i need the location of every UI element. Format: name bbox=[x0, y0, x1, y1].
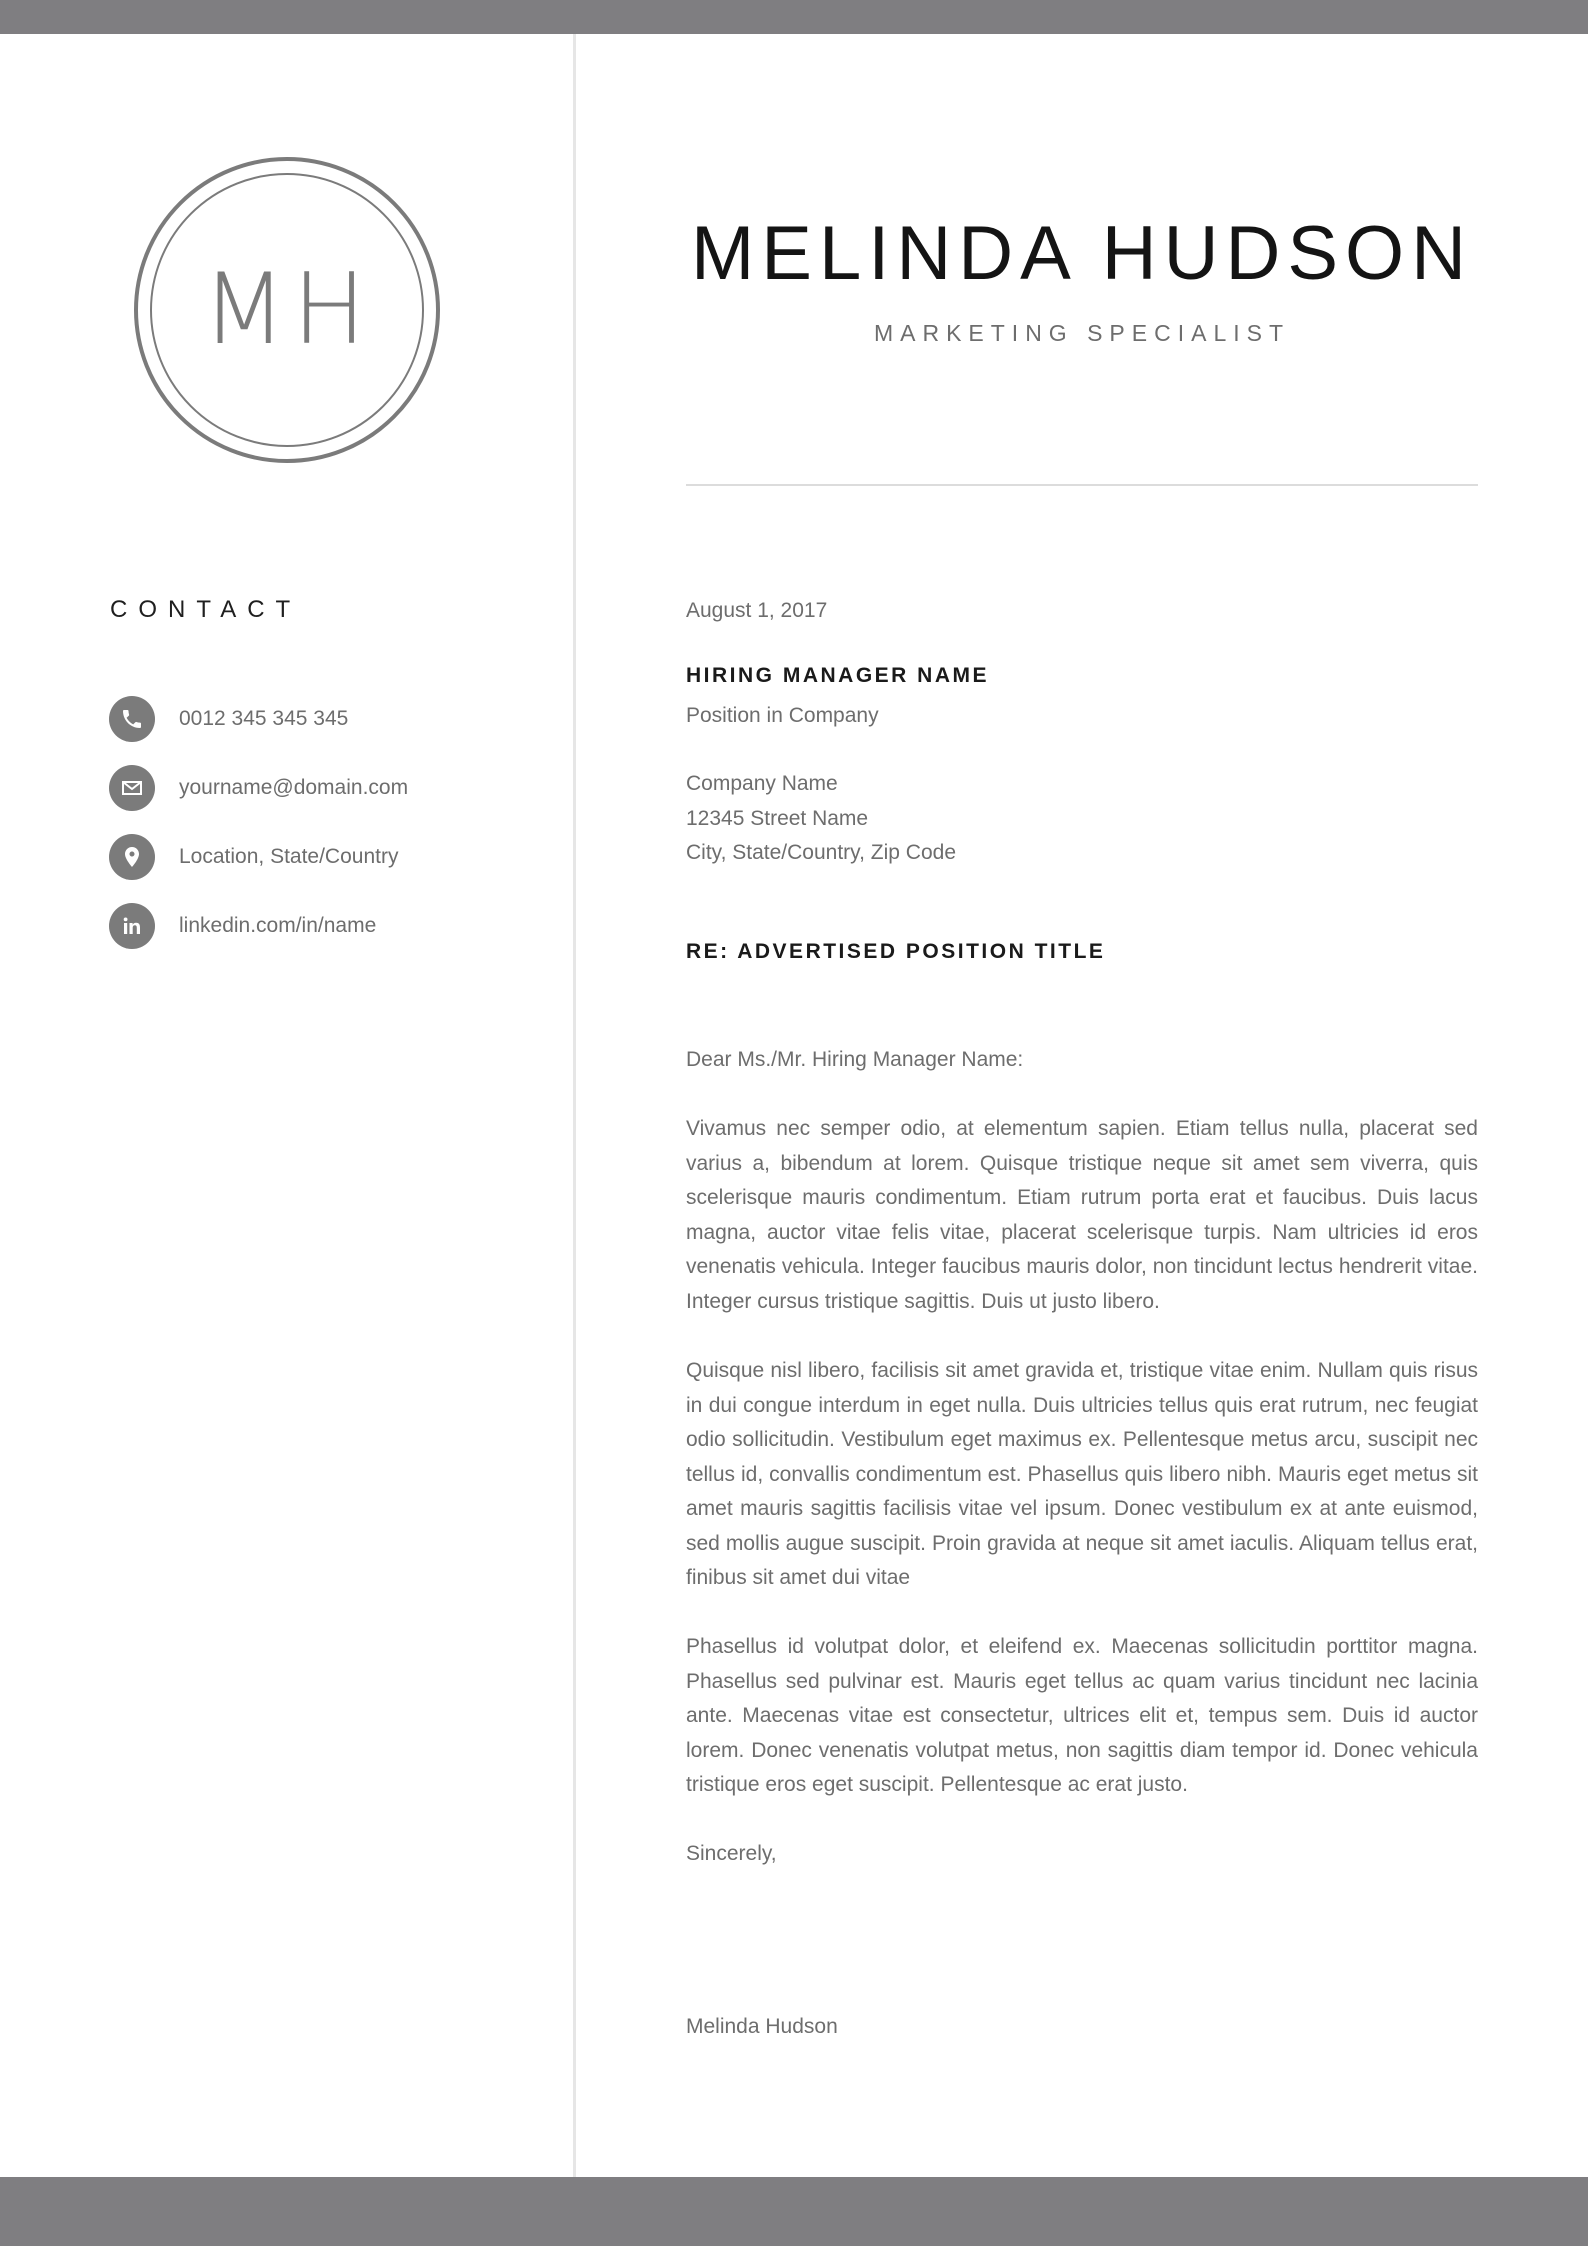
top-band bbox=[0, 0, 1588, 34]
contact-linkedin[interactable] bbox=[109, 903, 549, 949]
contact-email[interactable] bbox=[109, 765, 549, 811]
closing: Sincerely, bbox=[686, 1842, 777, 1865]
contact-list bbox=[109, 696, 549, 972]
recipient-name: HIRING MANAGER NAME bbox=[686, 664, 989, 687]
applicant-name: MELINDA HUDSON bbox=[690, 211, 1474, 296]
contact-location bbox=[109, 834, 549, 880]
recipient-position: Position in Company bbox=[686, 704, 879, 727]
applicant-role: MARKETING SPECIALIST bbox=[873, 320, 1291, 346]
re-line: RE: ADVERTISED POSITION TITLE bbox=[686, 940, 1106, 963]
linkedin-icon bbox=[109, 903, 155, 949]
company-name: Company Name bbox=[686, 772, 838, 795]
contact-phone-label: 0012 345 345 345 bbox=[179, 707, 349, 730]
company-city: City, State/Country, Zip Code bbox=[686, 841, 956, 864]
salutation: Dear Ms./Mr. Hiring Manager Name: bbox=[686, 1048, 1024, 1071]
header-divider bbox=[686, 484, 1478, 486]
company-street: 12345 Street Name bbox=[686, 806, 869, 830]
signature-name: Melinda Hudson bbox=[686, 2015, 838, 2038]
column-divider bbox=[573, 34, 576, 2177]
email-icon bbox=[109, 765, 155, 811]
company-address bbox=[686, 767, 1478, 871]
monogram-logo bbox=[134, 157, 440, 463]
body-paragraph-1: Vivamus nec semper odio, at elementum sapien. Etiam tellus nulla, placerat sed varius a, bibendum at lorem. Quisque tristique neque sit amet sem viverra, quis scelerisque mauris condimentum. Etiam rutrum porta erat et faucibus. Duis lacus magna, auctor vitae felis vitae, placerat scelerisque turpis. Nam ultricies id eros venenatis vehicula. Integer faucibus mauris dolor, non tincidunt lectus hendrerit vitae. Integer cursus tristique sagittis. Duis ut justo libero. bbox=[686, 1117, 1478, 1313]
body-paragraph-2: Quisque nisl libero, facilisis sit amet gravida et, tristique vitae enim. Nullam quis risus in dui congue interdum in eget nulla. Duis ultricies tellus quis erat rutrum, nec feugiat odio sollicitudin. Vestibulum eget maximus ex. Pellentesque metus arcu, suscipit nec tellus id, convallis condimentum est. Phasellus quis libero nibh. Mauris eget metus sit amet mauris sagittis facilisis vitae vel ipsum. Donec vestibulum ex at ante euismod, sed mollis augue suscipit. Proin gravida at neque sit amet iaculis. Aliquam tellus erat, finibus sit amet dui vitae bbox=[686, 1359, 1478, 1589]
location-pin-icon bbox=[109, 834, 155, 880]
contact-location-label: Location, State/Country bbox=[179, 845, 399, 868]
body-paragraph-3: Phasellus id volutpat dolor, et eleifend ex. Maecenas sollicitudin porttitor magna. Phasellus sed pulvinar est. Mauris eget tellus ac quam varius tincidunt nec lacinia ante. Maecenas vitae est consectetur, ultrices elit et, tempus sem. Duis id auctor lorem. Donec venenatis volutpat metus, non sagittis diam tempor id. Donec vehicula tristique eros eget suscipit. Pellentesque ac erat justo. bbox=[686, 1635, 1478, 1796]
phone-icon bbox=[109, 696, 155, 742]
letter-date: August 1, 2017 bbox=[686, 599, 828, 622]
monogram-initials: MH bbox=[201, 253, 373, 367]
contact-linkedin-label[interactable]: linkedin.com/in/name bbox=[179, 914, 377, 937]
contact-email-label[interactable]: yourname@domain.com bbox=[179, 776, 409, 799]
bottom-band bbox=[0, 2177, 1588, 2246]
contact-heading: CONTACT bbox=[110, 596, 302, 623]
contact-phone bbox=[109, 696, 549, 742]
